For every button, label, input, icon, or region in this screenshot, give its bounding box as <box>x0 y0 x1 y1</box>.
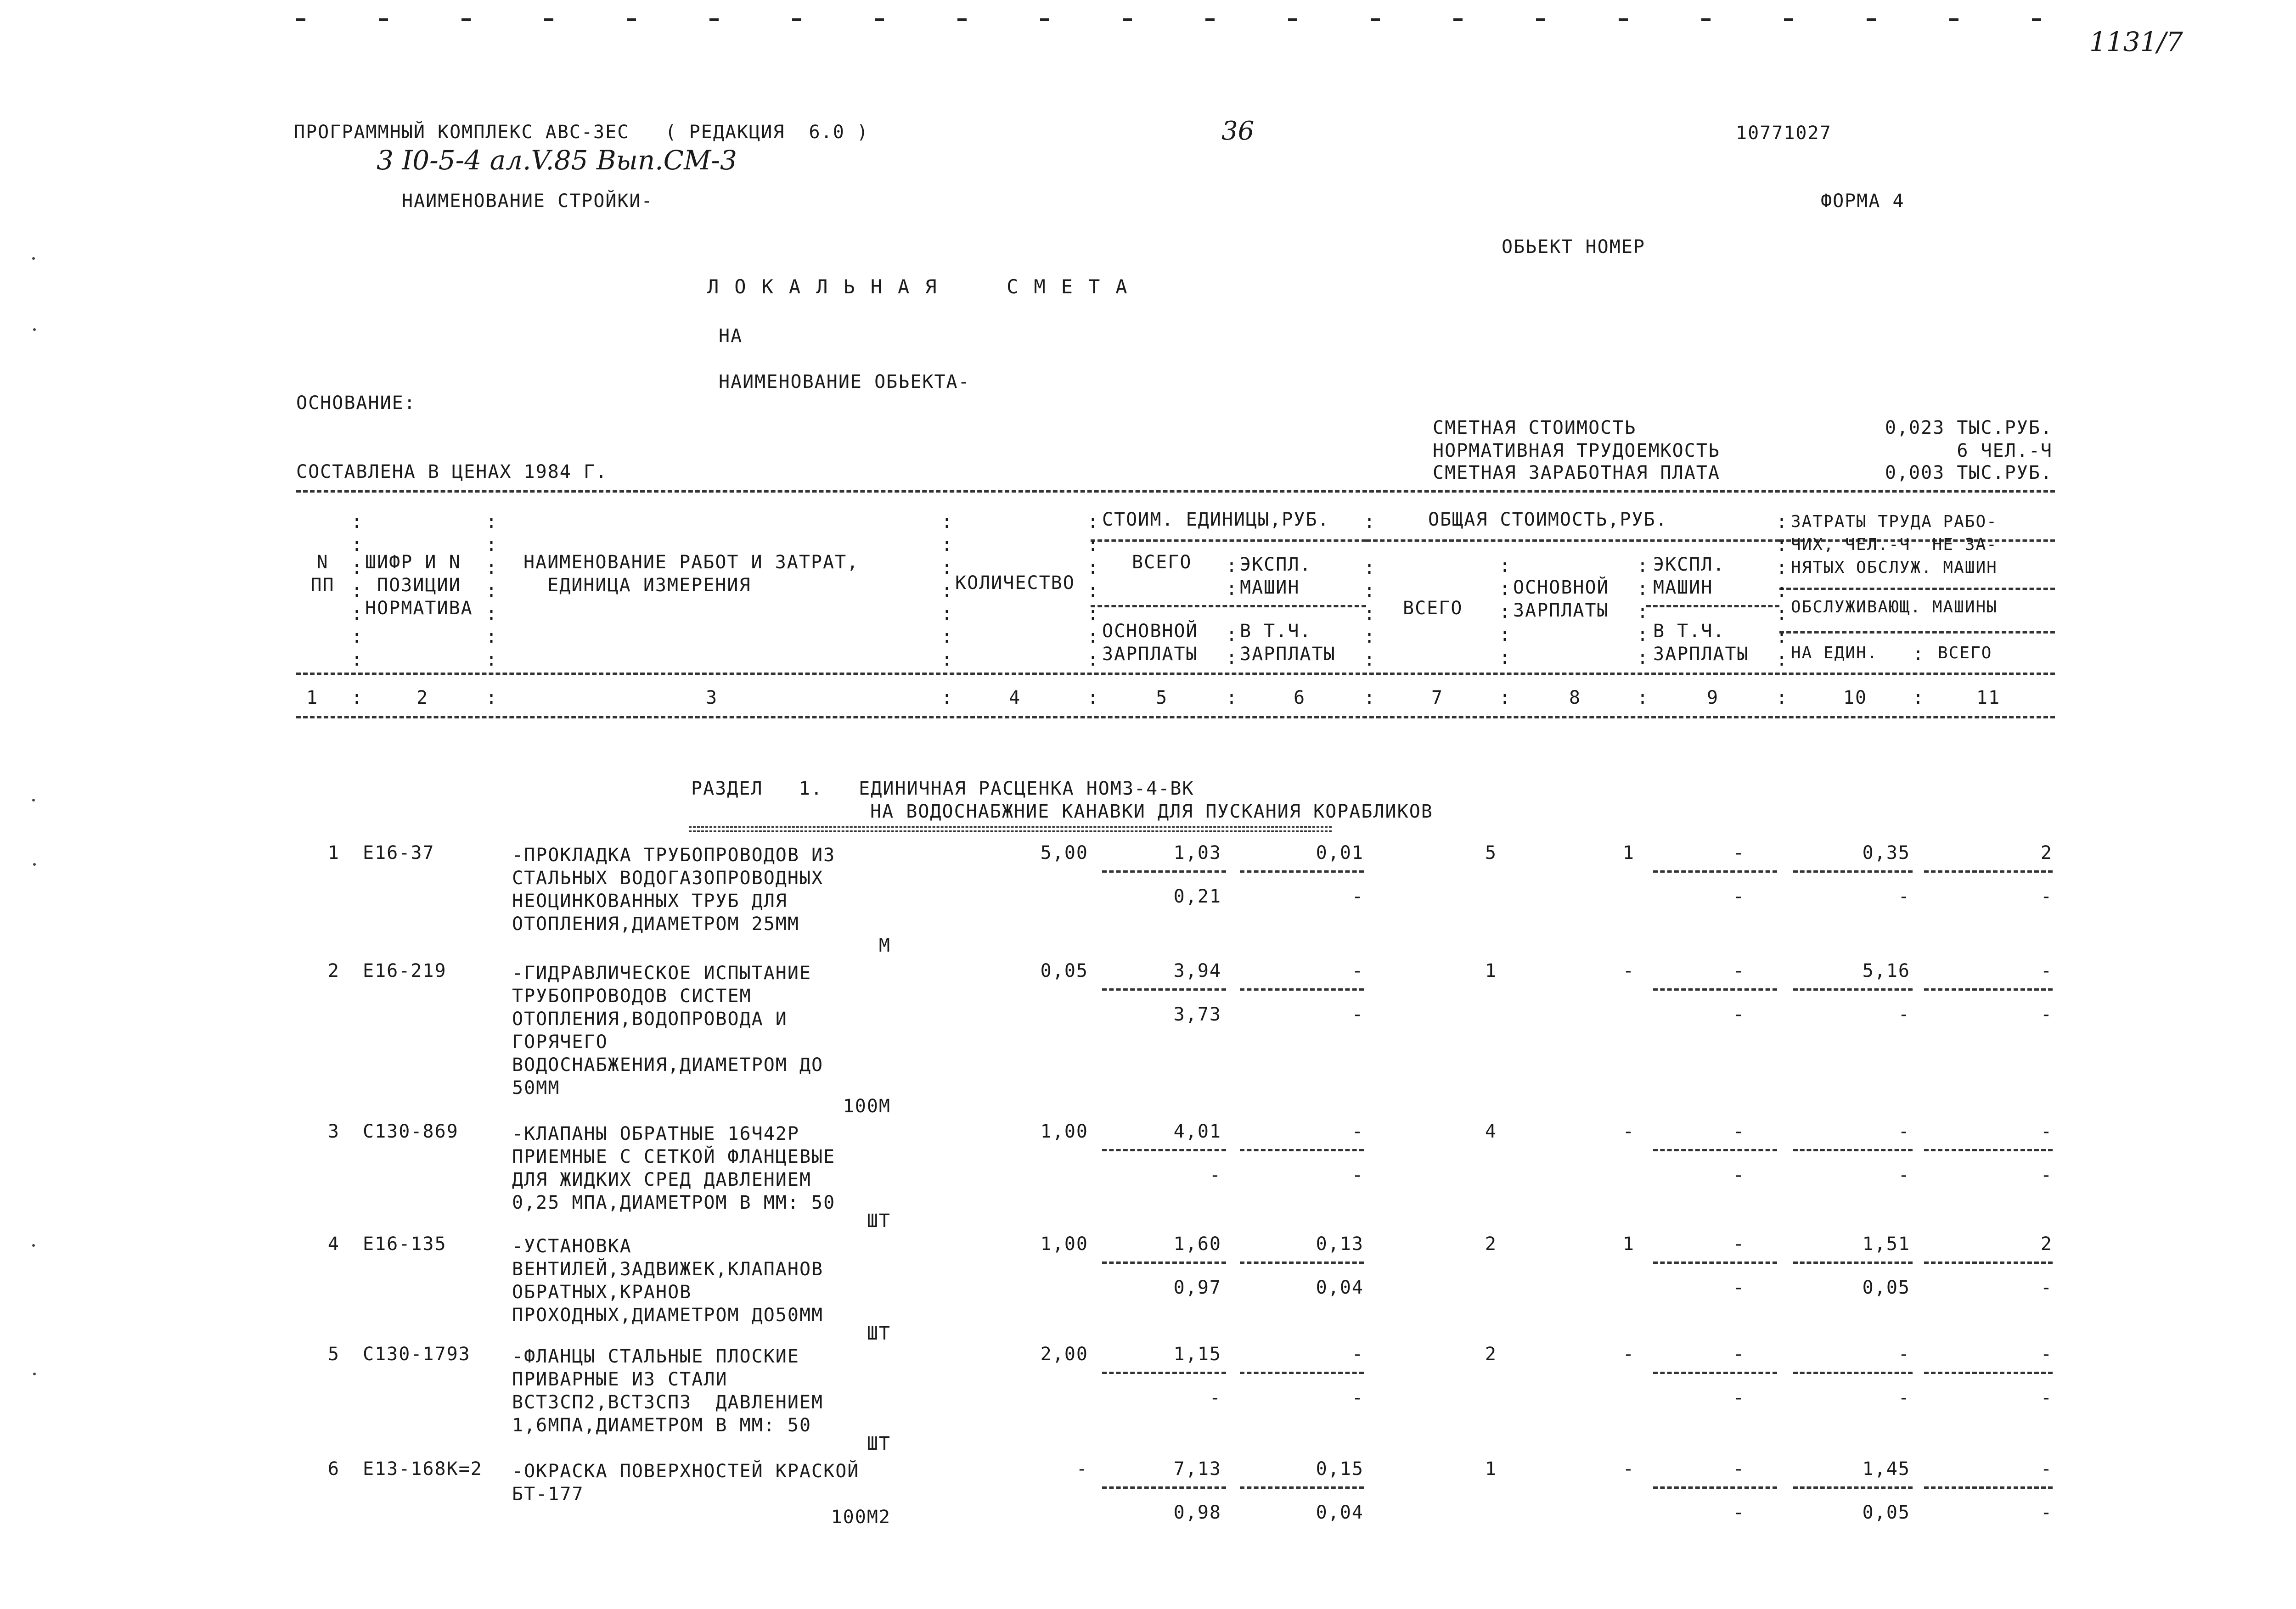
row-unit-machines: - <box>1351 960 1364 981</box>
header-unit-base-wages: ОСНОВНОЙ ЗАРПЛАТЫ <box>1102 621 1198 665</box>
row-total-base-wages: 1 <box>1622 1233 1635 1255</box>
row-unit-total: 3,94 <box>1173 960 1221 981</box>
row-service-total: - <box>2040 886 2053 907</box>
margin-speck <box>32 1244 35 1247</box>
section-title: РАЗДЕЛ 1. ЕДИНИЧНАЯ РАСЦЕНКА НОМ3-4-ВК <box>691 778 1194 799</box>
document-code: 10771027 <box>1736 123 1832 144</box>
cell-rule <box>1240 1149 1364 1151</box>
row-code: С130-869 <box>363 1121 459 1142</box>
row-qty: 1,00 <box>1040 1233 1088 1255</box>
row-unit-machines: 0,15 <box>1316 1458 1364 1480</box>
cell-rule <box>1102 1261 1226 1264</box>
header-total-machines: ЭКСПЛ. МАШИН <box>1653 554 1725 598</box>
row-unit-base-wages: 0,98 <box>1173 1502 1221 1523</box>
object-number-label: ОБЬЕКТ НОМЕР <box>1502 236 1645 258</box>
row-unit-machines: 0,13 <box>1316 1233 1364 1255</box>
row-unit: ШТ <box>867 1323 891 1344</box>
row-total-base-wages: - <box>1622 1344 1635 1365</box>
header-unit-total: ВСЕГО <box>1132 552 1192 573</box>
row-unit: 100М2 <box>831 1507 891 1528</box>
summary-label: СМЕТНАЯ ЗАРАБОТНАЯ ПЛАТА <box>1433 462 1720 483</box>
document-title: ЛОКАЛЬНАЯ СМЕТА <box>707 275 1143 298</box>
cell-rule <box>1653 1261 1777 1264</box>
row-service-per-unit: 0,05 <box>1862 1502 1910 1523</box>
column-number: 10 <box>1843 687 1868 708</box>
row-total-base-wages: - <box>1622 1458 1635 1480</box>
summary-label: НОРМАТИВНАЯ ТРУДОЕМКОСТЬ <box>1433 440 1720 461</box>
header-labor: ЗАТРАТЫ ТРУДА РАБО- ЧИХ, ЧЕЛ.-Ч НЕ ЗА- НЯТЫХ ОБСЛУЖ. МАШИН <box>1791 512 1998 577</box>
header-code: ШИФР И N ПОЗИЦИИ НОРМАТИВА <box>365 552 473 619</box>
cell-rule <box>1653 870 1777 873</box>
page-number: 36 <box>1221 116 1255 146</box>
row-total-machines: - <box>1733 842 1745 863</box>
row-total-all: 1 <box>1485 1458 1497 1480</box>
row-name: -ПРОКЛАДКА ТРУБОПРОВОДОВ ИЗ СТАЛЬНЫХ ВОДОГАЗОПРОВОДНЫХ НЕОЦИНКОВАННЫХ ТРУБ ДЛЯ ОТОПЛЕНИЯ,ДИАМЕТРОМ 25ММ <box>512 845 836 935</box>
column-number: 4 <box>1008 687 1021 708</box>
summary-value: 0,003 ТЫС.РУБ. <box>1885 462 2053 483</box>
row-service-per-unit: 0,05 <box>1862 1277 1910 1298</box>
basis-label: ОСНОВАНИЕ: <box>296 392 416 414</box>
row-labor-total: - <box>2040 1344 2053 1365</box>
row-unit-incl-wages: - <box>1351 886 1364 907</box>
column-number: 1 <box>306 687 319 708</box>
row-service-per-unit: - <box>1898 1165 1910 1186</box>
row-code: Е16-37 <box>363 842 435 863</box>
row-number: 1 <box>327 842 340 863</box>
cell-rule <box>1102 988 1226 991</box>
cell-rule <box>1924 1372 2053 1374</box>
row-unit-incl-wages: - <box>1351 1387 1364 1408</box>
row-total-all: 2 <box>1485 1233 1497 1255</box>
row-service-total: - <box>2040 1387 2053 1408</box>
row-service-total: - <box>2040 1277 2053 1298</box>
row-unit-machines: - <box>1351 1344 1364 1365</box>
cell-rule <box>1653 1486 1777 1489</box>
row-labor-per-unit: 5,16 <box>1862 960 1910 981</box>
column-number: 11 <box>1976 687 2001 708</box>
cell-rule <box>1102 1372 1226 1374</box>
row-total-machines: - <box>1733 1233 1745 1255</box>
header-total-all: ВСЕГО <box>1403 598 1463 619</box>
prices-label: СОСТАВЛЕНА В ЦЕНАХ 1984 Г. <box>296 461 608 482</box>
row-unit-total: 7,13 <box>1173 1458 1221 1480</box>
row-qty: 0,05 <box>1040 960 1088 981</box>
column-number: 9 <box>1706 687 1719 708</box>
cell-rule <box>1653 1149 1777 1151</box>
section-underline <box>689 826 1332 832</box>
cell-rule <box>1924 870 2053 873</box>
header-unit-machines: ЭКСПЛ. МАШИН <box>1240 554 1312 598</box>
row-total-incl-wages: - <box>1733 1004 1745 1025</box>
cell-rule <box>1240 1372 1364 1374</box>
row-labor-per-unit: 1,45 <box>1862 1458 1910 1480</box>
row-unit: ШТ <box>867 1433 891 1454</box>
cell-rule <box>1102 870 1226 873</box>
cell-rule <box>1240 870 1364 873</box>
cell-rule <box>1240 988 1364 991</box>
row-service-per-unit: - <box>1898 1004 1910 1025</box>
row-number: 6 <box>327 1458 340 1480</box>
row-name: -ГИДРАВЛИЧЕСКОЕ ИСПЫТАНИЕ ТРУБОПРОВОДОВ СИСТЕМ ОТОПЛЕНИЯ,ВОДОПРОВОДА И ГОРЯЧЕГО ВОДОСНАБЖЕНИЯ,ДИАМЕТРОМ ДО 50ММ <box>512 963 824 1099</box>
na-label: НА <box>719 325 743 347</box>
row-number: 3 <box>327 1121 340 1142</box>
header-total-incl-wages: В Т.Ч. ЗАРПЛАТЫ <box>1653 621 1749 665</box>
row-unit-base-wages: - <box>1209 1165 1221 1186</box>
margin-speck <box>33 1373 36 1375</box>
row-unit: М <box>878 935 891 956</box>
row-labor-per-unit: 0,35 <box>1862 842 1910 863</box>
cell-rule <box>1240 1261 1364 1264</box>
cell-rule <box>1793 1486 1913 1489</box>
column-number: 3 <box>705 687 718 708</box>
row-unit-incl-wages: 0,04 <box>1316 1502 1364 1523</box>
cell-rule <box>1793 870 1913 873</box>
margin-speck <box>33 863 36 866</box>
handwritten-reference: 3 I0-5-4 ал.V.85 Вып.СМ-3 <box>377 145 737 176</box>
cell-rule <box>1924 1261 2053 1264</box>
row-unit-incl-wages: 0,04 <box>1316 1277 1364 1298</box>
row-total-machines: - <box>1733 960 1745 981</box>
row-total-all: 2 <box>1485 1344 1497 1365</box>
summary-value: 6 ЧЕЛ.-Ч <box>1957 440 2053 461</box>
summary-value: 0,023 ТЫС.РУБ. <box>1885 417 2053 438</box>
row-total-all: 4 <box>1485 1121 1497 1142</box>
row-total-incl-wages: - <box>1733 1165 1745 1186</box>
header-total-cost: ОБЩАЯ СТОИМОСТЬ,РУБ. <box>1428 509 1668 530</box>
cell-rule <box>1924 988 2053 991</box>
row-labor-total: 2 <box>2040 842 2053 863</box>
row-service-total: - <box>2040 1502 2053 1523</box>
table-rule <box>1779 631 2055 634</box>
row-number: 5 <box>327 1344 340 1365</box>
row-labor-per-unit: - <box>1898 1344 1910 1365</box>
row-number: 4 <box>327 1233 340 1255</box>
page-number-handwritten: 1131/7 <box>2089 26 2183 57</box>
section-subtitle: НА ВОДОСНАБЖНИЕ КАНАВКИ ДЛЯ ПУСКАНИЯ КОРАБЛИКОВ <box>870 801 1433 822</box>
row-qty: 1,00 <box>1040 1121 1088 1142</box>
row-name: -ОКРАСКА ПОВЕРХНОСТЕЙ КРАСКОЙ БТ-177 <box>512 1461 860 1505</box>
row-total-all: 1 <box>1485 960 1497 981</box>
column-number: 5 <box>1155 687 1168 708</box>
row-name: -ФЛАНЦЫ СТАЛЬНЫЕ ПЛОСКИЕ ПРИВАРНЫЕ ИЗ СТАЛИ ВСТ3СП2,ВСТ3СП3 ДАВЛЕНИЕМ 1,6МПА,ДИАМЕТРОМ В ММ: 50 <box>512 1346 824 1436</box>
row-total-incl-wages: - <box>1733 1387 1745 1408</box>
row-number: 2 <box>327 960 340 981</box>
row-total-machines: - <box>1733 1344 1745 1365</box>
cell-rule <box>1793 1261 1913 1264</box>
row-unit-total: 1,15 <box>1173 1344 1221 1365</box>
cell-rule <box>1653 988 1777 991</box>
cell-rule <box>1924 1149 2053 1151</box>
row-unit-base-wages: 0,97 <box>1173 1277 1221 1298</box>
row-total-incl-wages: - <box>1733 1502 1745 1523</box>
header-npp: N ПП <box>310 552 335 596</box>
summary-label: СМЕТНАЯ СТОИМОСТЬ <box>1433 417 1637 438</box>
row-qty: 5,00 <box>1040 842 1088 863</box>
header-quantity: КОЛИЧЕСТВО <box>955 572 1075 594</box>
cell-rule <box>1653 1372 1777 1374</box>
row-total-all: 5 <box>1485 842 1497 863</box>
row-unit: 100М <box>843 1096 891 1117</box>
cell-rule <box>1240 1486 1364 1489</box>
header-name: НАИМЕНОВАНИЕ РАБОТ И ЗАТРАТ, ЕДИНИЦА ИЗМЕРЕНИЯ <box>523 552 859 596</box>
row-code: С130-1793 <box>363 1344 471 1365</box>
row-unit-machines: 0,01 <box>1316 842 1364 863</box>
cell-rule <box>1793 1149 1913 1151</box>
row-total-incl-wages: - <box>1733 886 1745 907</box>
table-rule <box>1091 539 1366 542</box>
row-unit-base-wages: - <box>1209 1387 1221 1408</box>
margin-speck <box>32 257 35 260</box>
header-labor-per-unit: НА ЕДИН. <box>1791 644 1878 662</box>
row-service-total: - <box>2040 1004 2053 1025</box>
cell-rule <box>1924 1486 2053 1489</box>
form-label: ФОРМА 4 <box>1821 191 1905 212</box>
row-service-per-unit: - <box>1898 886 1910 907</box>
row-total-base-wages: 1 <box>1622 842 1635 863</box>
row-service-per-unit: - <box>1898 1387 1910 1408</box>
cell-rule <box>1793 1372 1913 1374</box>
row-labor-total: - <box>2040 1121 2053 1142</box>
row-unit-base-wages: 3,73 <box>1173 1004 1221 1025</box>
row-service-total: - <box>2040 1165 2053 1186</box>
row-unit-incl-wages: - <box>1351 1165 1364 1186</box>
program-title: ПРОГРАММНЫЙ КОМПЛЕКС АВС-3ЕС ( РЕДАКЦИЯ 6.0 ) <box>294 122 869 143</box>
row-unit-base-wages: 0,21 <box>1173 886 1221 907</box>
row-unit-total: 1,03 <box>1173 842 1221 863</box>
row-unit-incl-wages: - <box>1351 1004 1364 1025</box>
margin-speck <box>33 328 36 331</box>
header-labor-service: ОБСЛУЖИВАЮЩ. МАШИНЫ <box>1791 598 1998 617</box>
row-total-machines: - <box>1733 1458 1745 1480</box>
row-total-machines: - <box>1733 1121 1745 1142</box>
table-rule <box>296 716 2055 718</box>
row-labor-per-unit: - <box>1898 1121 1910 1142</box>
object-name-label: НАИМЕНОВАНИЕ ОБЬЕКТА- <box>719 371 970 392</box>
table-rule <box>1646 605 1779 607</box>
row-unit-total: 4,01 <box>1173 1121 1221 1142</box>
cell-rule <box>1102 1149 1226 1151</box>
row-labor-per-unit: 1,51 <box>1862 1233 1910 1255</box>
column-number: 8 <box>1569 687 1581 708</box>
row-labor-total: 2 <box>2040 1233 2053 1255</box>
table-rule <box>296 490 2055 493</box>
table-rule <box>296 673 2055 675</box>
cell-rule <box>1793 988 1913 991</box>
header-total-base-wages: ОСНОВНОЙ ЗАРПЛАТЫ <box>1513 577 1609 621</box>
row-total-incl-wages: - <box>1733 1277 1745 1298</box>
row-total-base-wages: - <box>1622 1121 1635 1142</box>
cell-rule <box>1102 1486 1226 1489</box>
table-rule <box>1779 588 2055 590</box>
header-unit-cost: СТОИМ. ЕДИНИЦЫ,РУБ. <box>1102 509 1330 530</box>
row-code: Е13-168К=2 <box>363 1458 483 1480</box>
row-labor-total: - <box>2040 1458 2053 1480</box>
row-qty: - <box>1076 1458 1088 1480</box>
row-qty: 2,00 <box>1040 1344 1088 1365</box>
row-name: -КЛАПАНЫ ОБРАТНЫЕ 16Ч42Р ПРИЕМНЫЕ С СЕТКОЙ ФЛАНЦЕВЫЕ ДЛЯ ЖИДКИХ СРЕД ДАВЛЕНИЕМ 0,25 МПА,ДИАМЕТРОМ В ММ: 50 <box>512 1123 836 1213</box>
margin-speck <box>32 799 35 802</box>
row-code: Е16-135 <box>363 1233 447 1255</box>
table-rule <box>1366 539 1779 542</box>
row-code: Е16-219 <box>363 960 447 981</box>
row-unit-machines: - <box>1351 1121 1364 1142</box>
row-unit-total: 1,60 <box>1173 1233 1221 1255</box>
row-total-base-wages: - <box>1622 960 1635 981</box>
row-name: -УСТАНОВКА ВЕНТИЛЕЙ,ЗАДВИЖЕК,КЛАПАНОВ ОБРАТНЫХ,КРАНОВ ПРОХОДНЫХ,ДИАМЕТРОМ ДО50ММ <box>512 1236 824 1326</box>
header-unit-incl-wages: В Т.Ч. ЗАРПЛАТЫ <box>1240 621 1336 665</box>
column-number: 6 <box>1293 687 1306 708</box>
column-number: 7 <box>1431 687 1444 708</box>
row-labor-total: - <box>2040 960 2053 981</box>
construction-label: НАИМЕНОВАНИЕ СТРОЙКИ- <box>402 191 653 212</box>
header-labor-total: ВСЕГО <box>1938 644 1992 662</box>
row-unit: ШТ <box>867 1211 891 1232</box>
column-number: 2 <box>416 687 429 708</box>
